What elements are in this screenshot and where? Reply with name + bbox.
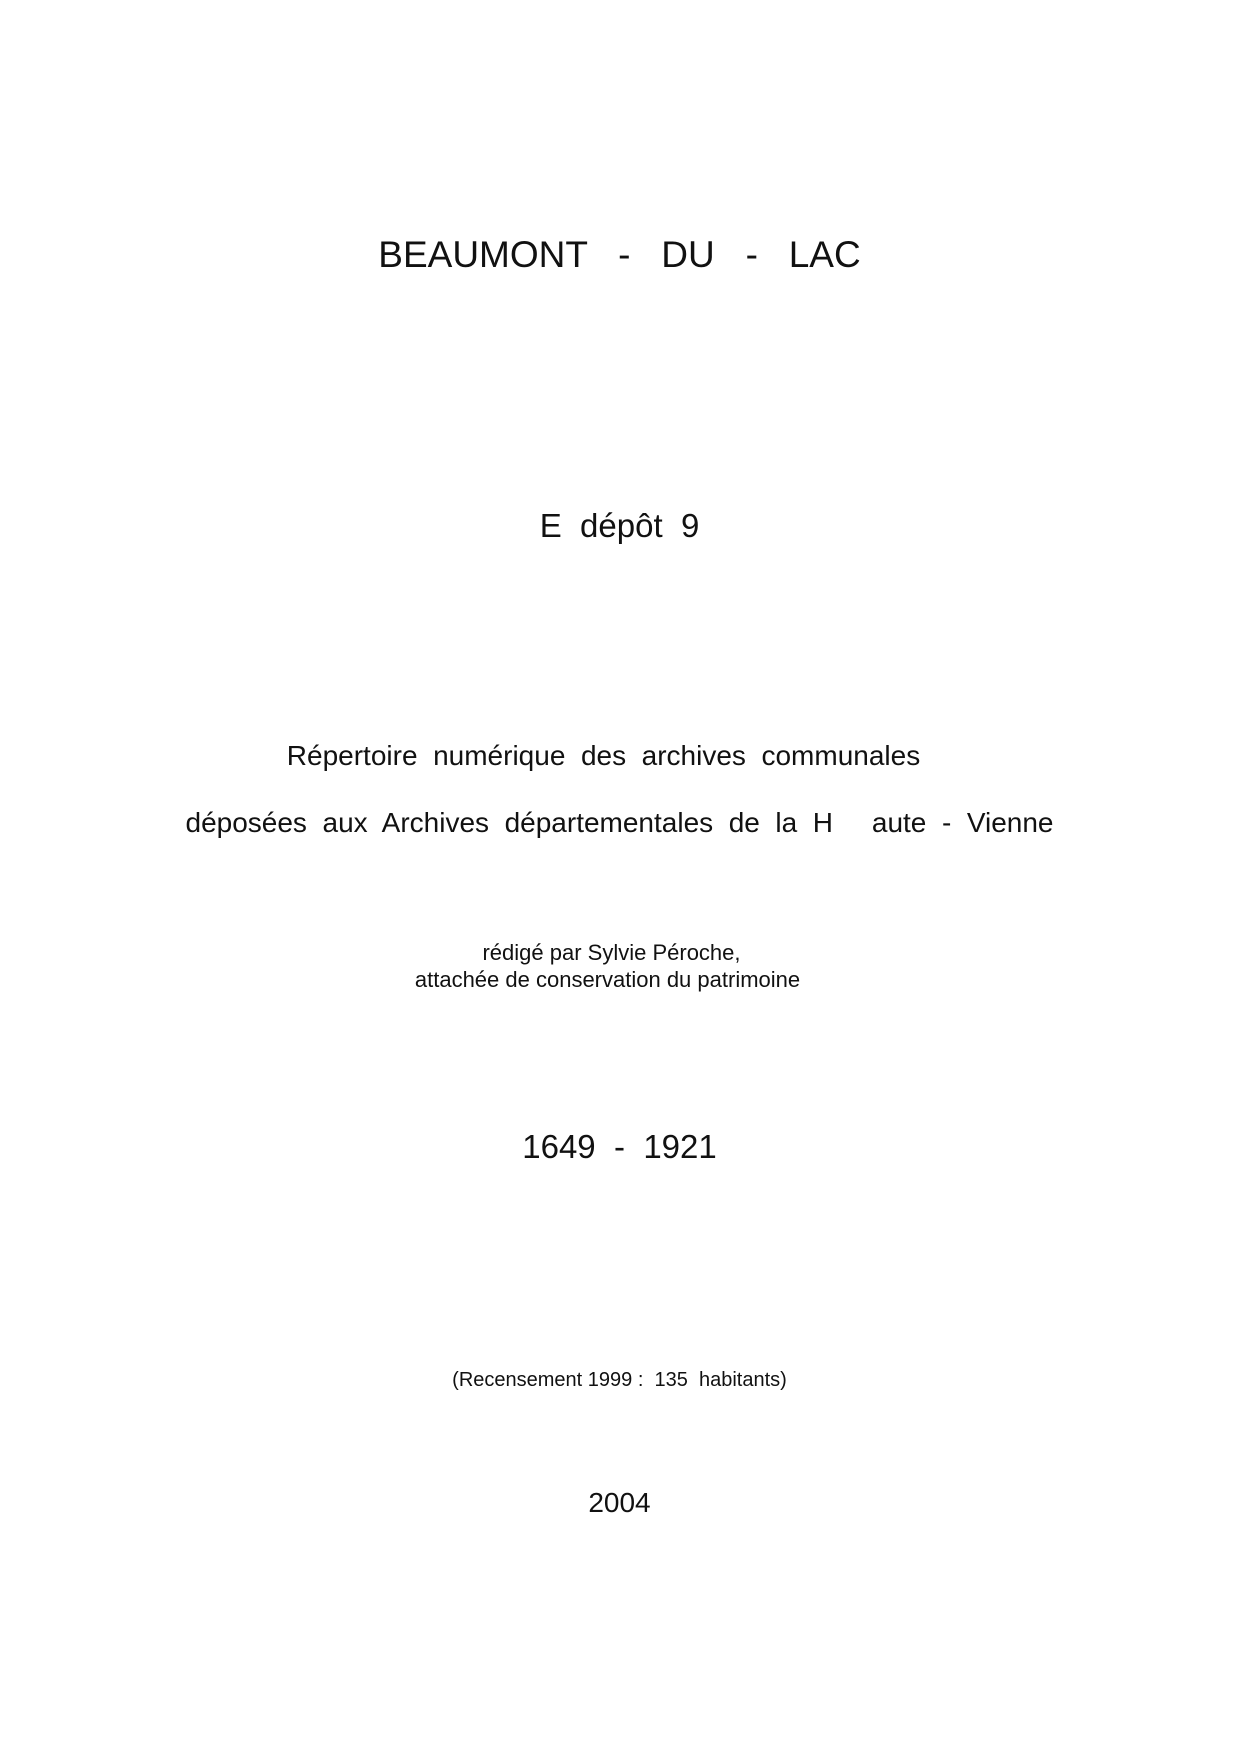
commune-title: BEAUMONT - DU - LAC xyxy=(378,234,861,275)
publication-year: 2004 xyxy=(588,1487,651,1518)
author-line-1: rédigé par Sylvie Péroche, xyxy=(482,940,741,965)
date-range: 1649 - 1921 xyxy=(522,1128,717,1165)
archive-reference: E dépôt 9 xyxy=(539,507,700,544)
census-note: (Recensement 1999 : 135 habitants) xyxy=(452,1369,787,1391)
repertoire-line-1: Répertoire numérique des archives communales xyxy=(286,740,921,771)
repertoire-line-2: déposées aux Archives départementales de la H aute - Vienne xyxy=(185,807,1054,838)
author-line-2: attachée de conservation du patrimoine xyxy=(414,967,801,992)
